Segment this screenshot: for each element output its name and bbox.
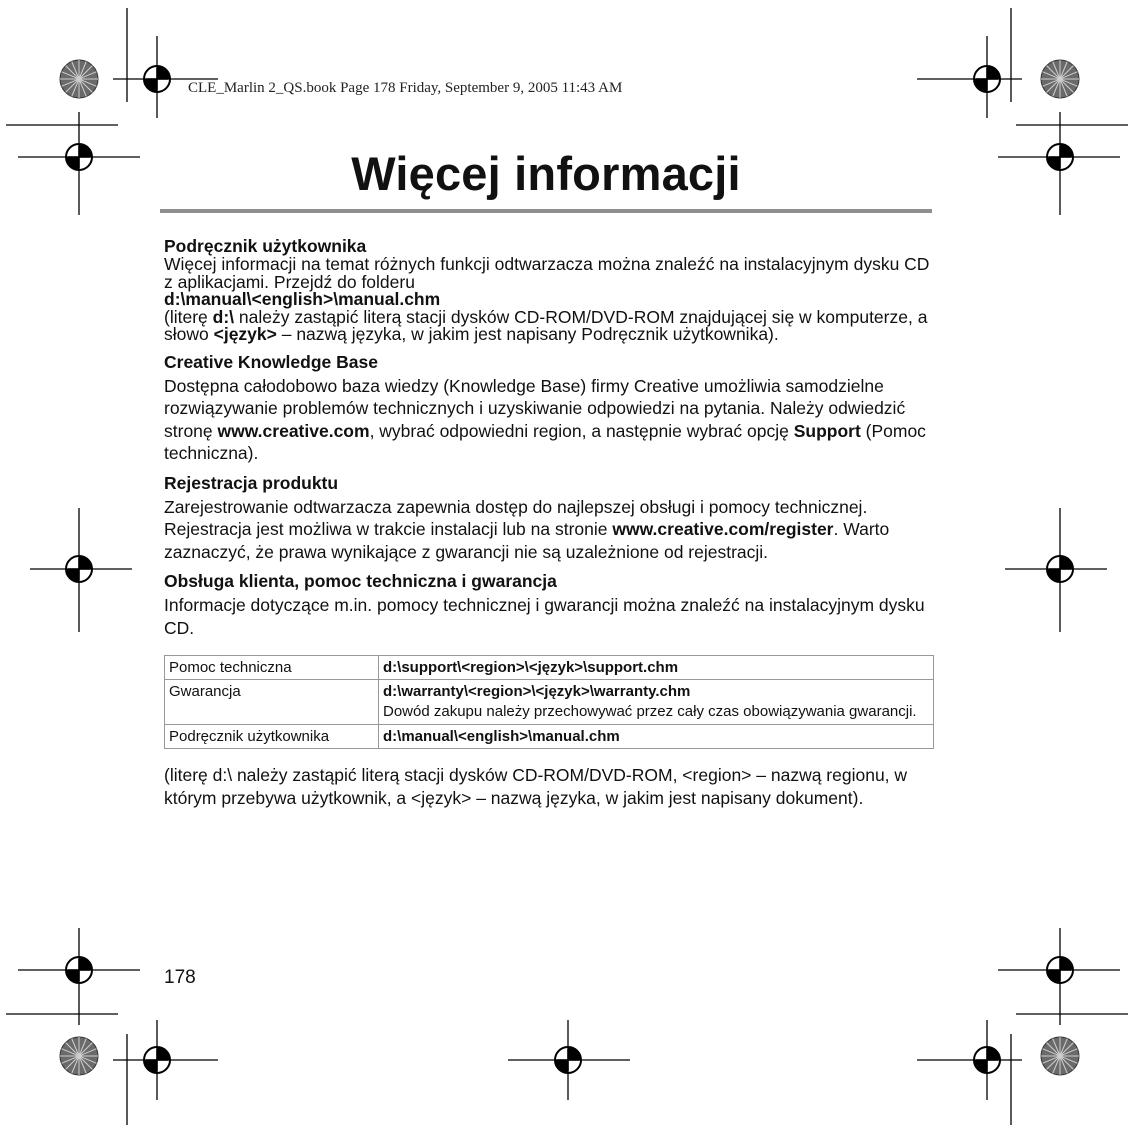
manual-path: d:\manual\<english>\manual.chm bbox=[164, 289, 441, 309]
section-product-registration bbox=[164, 473, 934, 564]
section-heading: Creative Knowledge Base bbox=[164, 351, 378, 372]
table-cell-label: Gwarancja bbox=[165, 680, 379, 725]
table-row bbox=[165, 725, 934, 749]
section-heading: Podręcznik użytkownika bbox=[164, 236, 367, 256]
table-cell-path: d:\support\<region>\<język>\support.chm bbox=[379, 656, 934, 680]
section-body: Zarejestrowanie odtwarzacza zapewnia dostęp do najlepszej obsługi i pomocy technicznej. Rejestracja jest możliwa w trakcie instalacji lub na stronie www.creative.com/register. Warto zaznaczyć, że prawa wynikające z gwarancji nie są uzależnione od rejestracji. bbox=[164, 496, 890, 562]
section-body: Dostępna całodobowo baza wiedzy (Knowledge Base) firmy Creative umożliwia samodzielne rozwiązywanie problemów technicznych i uzyskiwanie odpowiedzi na pytania. Należy odwiedzić stronę www.creative.com, wybrać odpowiedni region, a następnie wybrać opcję Support (Pomoc techniczna). bbox=[164, 375, 926, 463]
creative-link[interactable]: www.creative.com bbox=[217, 420, 370, 441]
page-number: 178 bbox=[164, 967, 196, 988]
register-link[interactable]: www.creative.com/register bbox=[612, 519, 834, 539]
section-knowledge-base bbox=[164, 352, 934, 465]
table-cell-label: Podręcznik użytkownika bbox=[165, 725, 379, 749]
section-body: Więcej informacji na temat różnych funkcji odtwarzacza można znaleźć na instalacyjnym dysku CD z aplikacjami. Przejdź do folderu d:\manual\<english>\manual.chm (literę d:\ należy zastąpić literą stacji dysków CD-ROM/DVD-ROM znajdującej się w komputerze, a słowo <język> – nazwą języka, w jakim jest napisany Podręcznik użytkownika). bbox=[164, 254, 930, 344]
resource-table bbox=[164, 655, 934, 749]
table-cell-path: d:\manual\<english>\manual.chm bbox=[379, 725, 934, 749]
section-body: Informacje dotyczące m.in. pomocy technicznej i gwarancji można znaleźć na instalacyjnym dysku CD. bbox=[164, 595, 925, 638]
table-cell-label: Pomoc techniczna bbox=[165, 656, 379, 680]
print-slug: CLE_Marlin 2_QS.book Page 178 Friday, September 9, 2005 11:43 AM bbox=[188, 80, 623, 96]
section-customer-service bbox=[164, 571, 934, 639]
section-user-manual bbox=[164, 236, 934, 344]
section-heading: Obsługa klienta, pomoc techniczna i gwarancja bbox=[164, 571, 557, 591]
footer-note: (literę d:\ należy zastąpić literą stacji dysków CD-ROM/DVD-ROM, <region> – nazwą regionu, w którym przebywa użytkownik, a <język> – nazwą języka, w jakim jest napisany dokument). bbox=[164, 765, 908, 808]
page-title: Więcej informacji bbox=[351, 147, 741, 200]
title-rule bbox=[160, 209, 932, 213]
table-note: Dowód zakupu należy przechowywać przez cały czas obowiązywania gwarancji. bbox=[383, 703, 917, 720]
table-row bbox=[165, 656, 934, 680]
table-row bbox=[165, 680, 934, 725]
section-heading: Rejestracja produktu bbox=[164, 472, 339, 493]
table-cell-path: d:\warranty\<region>\<język>\warranty.chm Dowód zakupu należy przechowywać przez cały czas obowiązywania gwarancji. bbox=[379, 680, 934, 725]
main-content bbox=[164, 236, 934, 827]
